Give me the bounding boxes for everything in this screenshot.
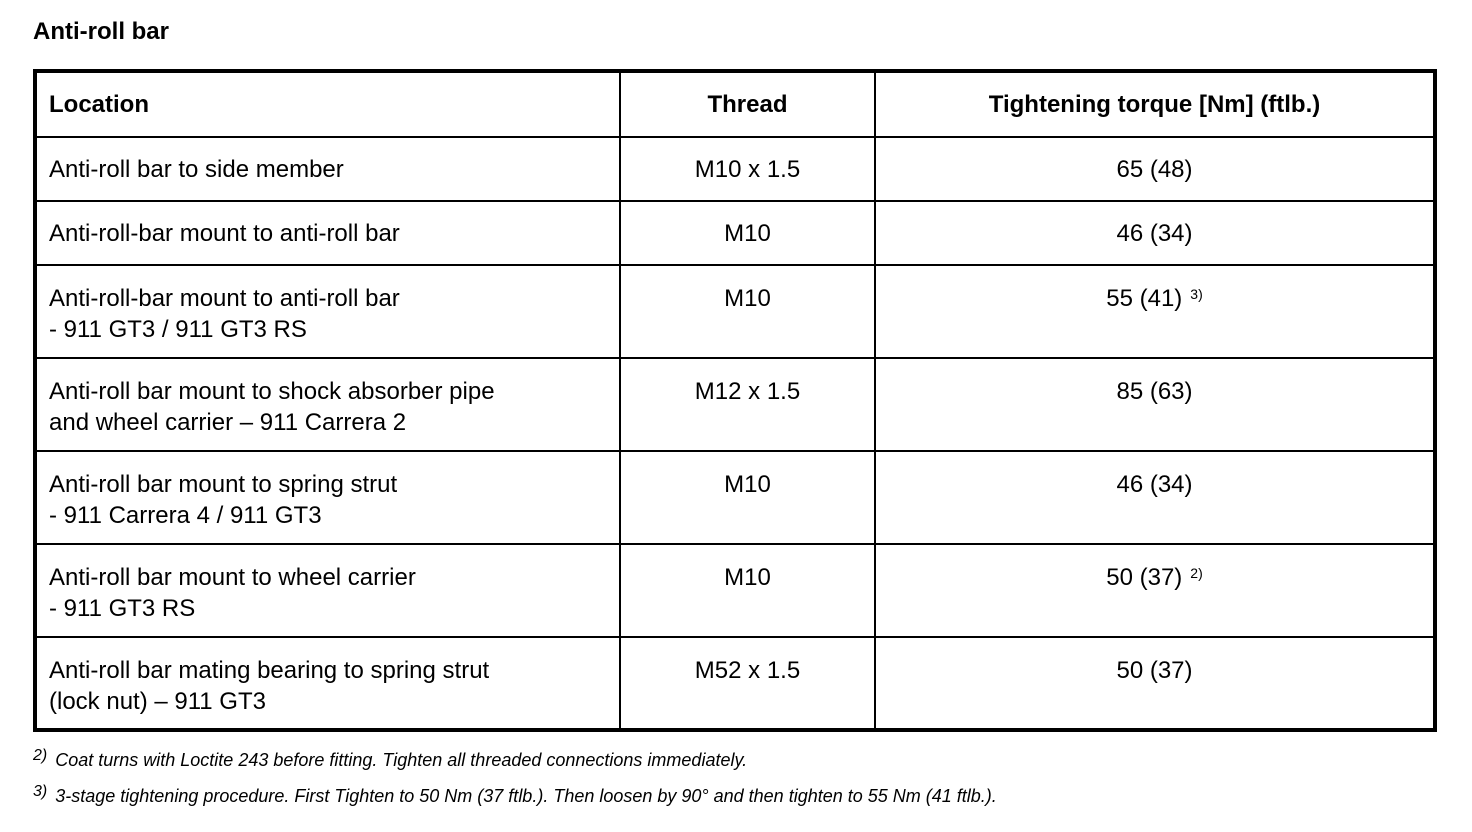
torque-table: [33, 69, 1437, 732]
thread-cell: M10: [620, 201, 875, 265]
location-text: Anti-roll bar mount to wheel carrier: [49, 564, 416, 591]
footnote-text: Coat turns with Loctite 243 before fitting. Tighten all threaded connections immediately.: [55, 750, 748, 770]
location-text: Anti-roll bar mount to shock absorber pipe: [49, 378, 495, 405]
torque-value: 46 (34): [1116, 219, 1193, 247]
location-variant-text: - 911 GT3 / 911 GT3 RS: [49, 316, 307, 343]
location-text: Anti-roll bar mating bearing to spring strut: [49, 657, 490, 684]
thread-cell: M10 x 1.5: [620, 137, 875, 201]
table-row: [35, 544, 1435, 637]
thread-cell: M12 x 1.5: [620, 358, 875, 451]
column-header-thread: Thread: [620, 71, 875, 137]
footnote-text: 3-stage tightening procedure. First Tighten to 50 Nm (37 ftlb.). Then loosen by 90° and then tighten to 55 Nm (41 ftlb.).: [55, 786, 997, 806]
footnote-mark: 2): [33, 747, 48, 764]
location-text: Anti-roll bar to side member: [49, 155, 344, 183]
torque-value: 46 (34): [1116, 471, 1193, 498]
torque-value: 50 (37): [1106, 564, 1183, 591]
location-variant-text: and wheel carrier – 911 Carrera 2: [49, 409, 407, 436]
location-cell: [35, 358, 620, 451]
location-cell: [35, 637, 620, 730]
location-cell: [35, 544, 620, 637]
torque-value: 55 (41): [1106, 285, 1183, 312]
table-row: [35, 265, 1435, 358]
torque-cell: [875, 544, 1435, 637]
location-text: Anti-roll-bar mount to anti-roll bar: [49, 219, 400, 247]
footnotes: [33, 747, 997, 822]
column-header-location: Location: [35, 71, 620, 137]
torque-value: 50 (37): [1116, 657, 1193, 684]
table-row: [35, 637, 1435, 730]
location-variant-text: - 911 Carrera 4 / 911 GT3: [49, 502, 322, 529]
location-text: Anti-roll-bar mount to anti-roll bar: [49, 285, 400, 312]
thread-cell: M10: [620, 544, 875, 637]
torque-value: 65 (48): [1116, 155, 1193, 183]
footnote-reference: 2): [1190, 565, 1203, 581]
torque-value: 85 (63): [1116, 378, 1193, 405]
table-header-row: [35, 71, 1435, 137]
location-cell: [35, 451, 620, 544]
footnote-reference: 3): [1190, 286, 1203, 302]
torque-cell: [875, 201, 1435, 265]
page-title: Anti-roll bar: [33, 18, 169, 45]
footnote: [33, 783, 997, 808]
table-row: [35, 451, 1435, 544]
location-cell: [35, 201, 620, 265]
footnote-mark: 3): [33, 783, 48, 800]
thread-cell: M10: [620, 265, 875, 358]
location-cell: [35, 265, 620, 358]
thread-cell: M52 x 1.5: [620, 637, 875, 730]
torque-cell: [875, 358, 1435, 451]
thread-cell: M10: [620, 451, 875, 544]
column-header-torque: Tightening torque [Nm] (ftlb.): [875, 71, 1435, 137]
torque-cell: [875, 265, 1435, 358]
torque-cell: [875, 637, 1435, 730]
table-row: [35, 137, 1435, 201]
location-cell: [35, 137, 620, 201]
table-row: [35, 358, 1435, 451]
location-text: Anti-roll bar mount to spring strut: [49, 471, 398, 498]
torque-cell: [875, 451, 1435, 544]
table-row: [35, 201, 1435, 265]
location-variant-text: (lock nut) – 911 GT3: [49, 688, 266, 715]
footnote: [33, 747, 997, 772]
torque-cell: [875, 137, 1435, 201]
location-variant-text: - 911 GT3 RS: [49, 595, 196, 622]
